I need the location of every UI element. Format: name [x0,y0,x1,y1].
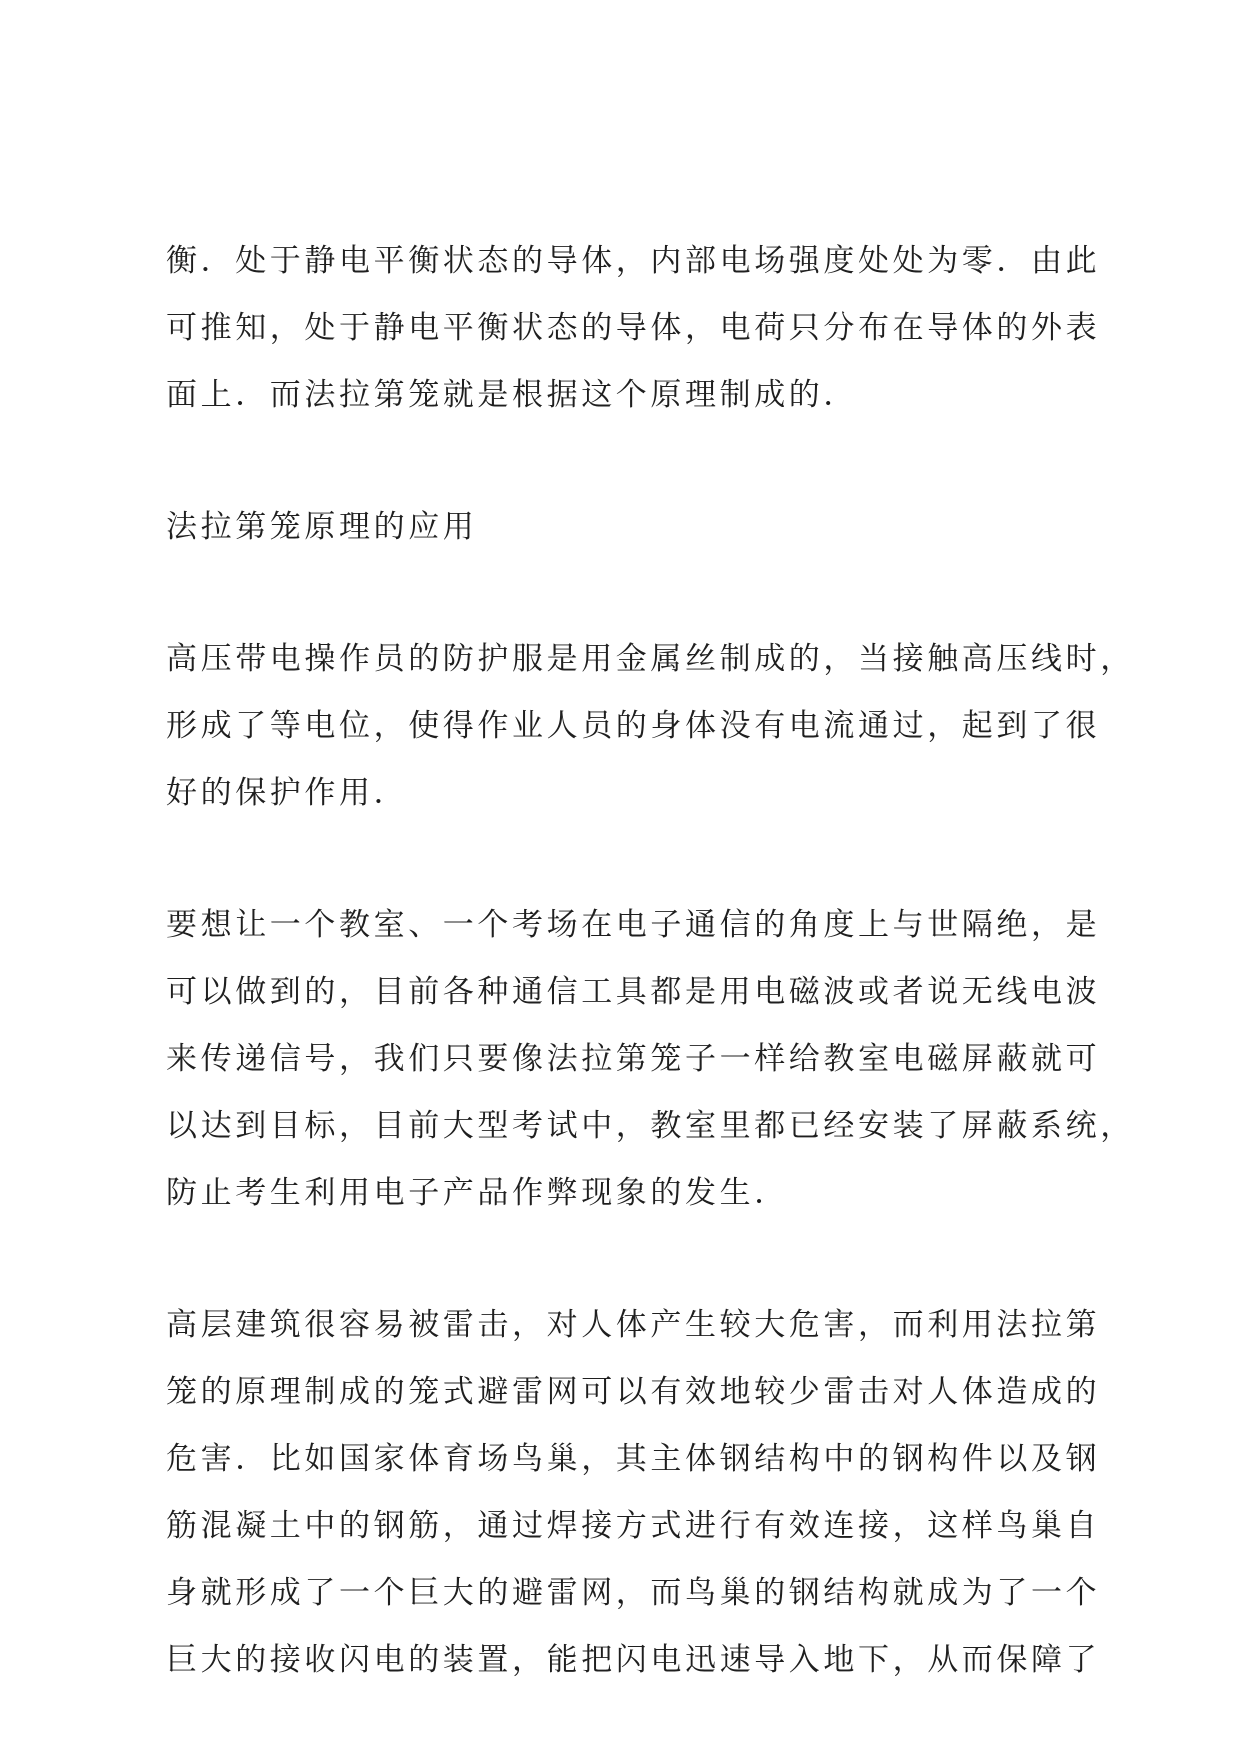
paragraph-spacer [166,561,1086,626]
text-line: 要想让一个教室、一个考场在电子通信的角度上与世隔绝，是 [166,907,1101,943]
section-heading-text: 法拉第笼原理的应用 [166,509,478,545]
text-line: 筋混凝土中的钢筋，通过焊接方式进行有效连接，这样鸟巢自 [166,1508,1101,1544]
text-line: 来传递信号，我们只要像法拉第笼子一样给教室电磁屏蔽就可 [166,1041,1101,1077]
text-line: 高压带电操作员的防护服是用金属丝制成的，当接触高压线时， [166,641,1135,677]
text-line: 高层建筑很容易被雷击，对人体产生较大危害，而利用法拉第 [166,1307,1101,1343]
text-line: 好的保护作用． [166,775,409,811]
paragraph-electrostatic-equilibrium [166,228,1101,429]
paragraph-protective-suit [166,626,1135,827]
paragraph-exam-shielding [166,892,1135,1227]
text-line: 以达到目标，目前大型考试中，教室里都已经安装了屏蔽系统， [166,1108,1135,1144]
text-line: 笼的原理制成的笼式避雷网可以有效地较少雷击对人体造成的 [166,1374,1101,1410]
text-line: 防止考生利用电子产品作弊现象的发生． [166,1175,789,1211]
paragraph-spacer [166,827,1086,892]
text-line: 可推知，处于静电平衡状态的导体，电荷只分布在导体的外表 [166,310,1101,346]
text-line: 形成了等电位，使得作业人员的身体没有电流通过，起到了很 [166,708,1101,744]
document-body [166,228,1135,1694]
section-heading [166,494,1086,561]
text-line: 可以做到的，目前各种通信工具都是用电磁波或者说无线电波 [166,974,1101,1010]
text-line: 身就形成了一个巨大的避雷网，而鸟巢的钢结构就成为了一个 [166,1575,1101,1611]
paragraph-lightning-protection [166,1292,1101,1694]
paragraph-spacer [166,429,1086,494]
paragraph-spacer [166,1227,1086,1292]
text-line: 衡．处于静电平衡状态的导体，内部电场强度处处为零．由此 [166,243,1101,279]
text-line: 危害．比如国家体育场鸟巢，其主体钢结构中的钢构件以及钢 [166,1441,1101,1477]
text-line: 巨大的接收闪电的装置，能把闪电迅速导入地下，从而保障了 [166,1642,1101,1678]
text-line: 面上．而法拉第笼就是根据这个原理制成的． [166,377,858,413]
